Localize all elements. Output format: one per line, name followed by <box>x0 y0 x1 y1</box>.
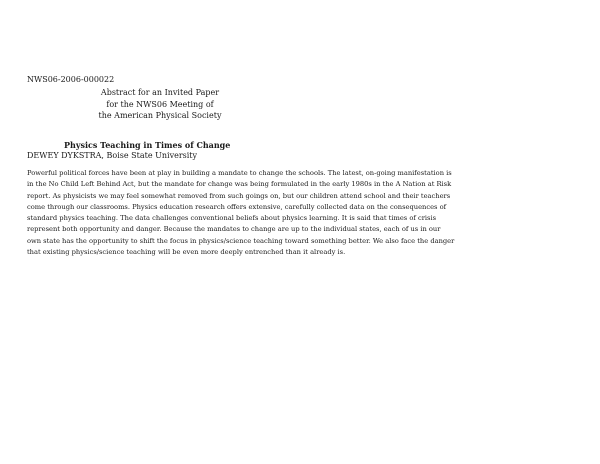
document-id: NWS06-2006-000022 <box>27 75 115 84</box>
body-line: come through our classrooms. Physics education research offers extensive, carefully collected data on the consequences of <box>27 202 447 211</box>
body-line: that existing physics/science teaching will be even more deeply entrenched than it already is. <box>27 248 346 257</box>
author-line: DEWEY DYKSTRA, Boise State University <box>27 151 198 160</box>
abstract-header <box>98 87 222 122</box>
body-line: represent both opportunity and danger. Because the mandates to change are up to the individual states, each of us in our <box>27 225 441 234</box>
body-line: Powerful political forces have been at play in building a mandate to change the schools. The latest, on-going manifestation is <box>27 169 452 177</box>
body-line: own state has the opportunity to shift the focus in physics/science teaching toward something better. We also face the danger <box>27 236 455 245</box>
header-line: for the NWS06 Meeting of <box>106 99 214 109</box>
header-line: Abstract for an Invited Paper <box>100 88 220 97</box>
header-line: the American Physical Society <box>98 111 222 121</box>
body-line: report. As physicists we may feel somewhat removed from such goings on, but our children attend school and their teachers <box>27 191 451 200</box>
paper-title: Physics Teaching in Times of Change <box>64 140 231 150</box>
body-line: in the No Child Left Behind Act, but the mandate for change was being formulated in the early 1980s in the A Nation at Risk <box>27 180 452 189</box>
abstract-body <box>27 168 587 258</box>
body-line: standard physics teaching. The data challenges conventional beliefs about physics learning. It is said that times of crisis <box>27 214 437 223</box>
